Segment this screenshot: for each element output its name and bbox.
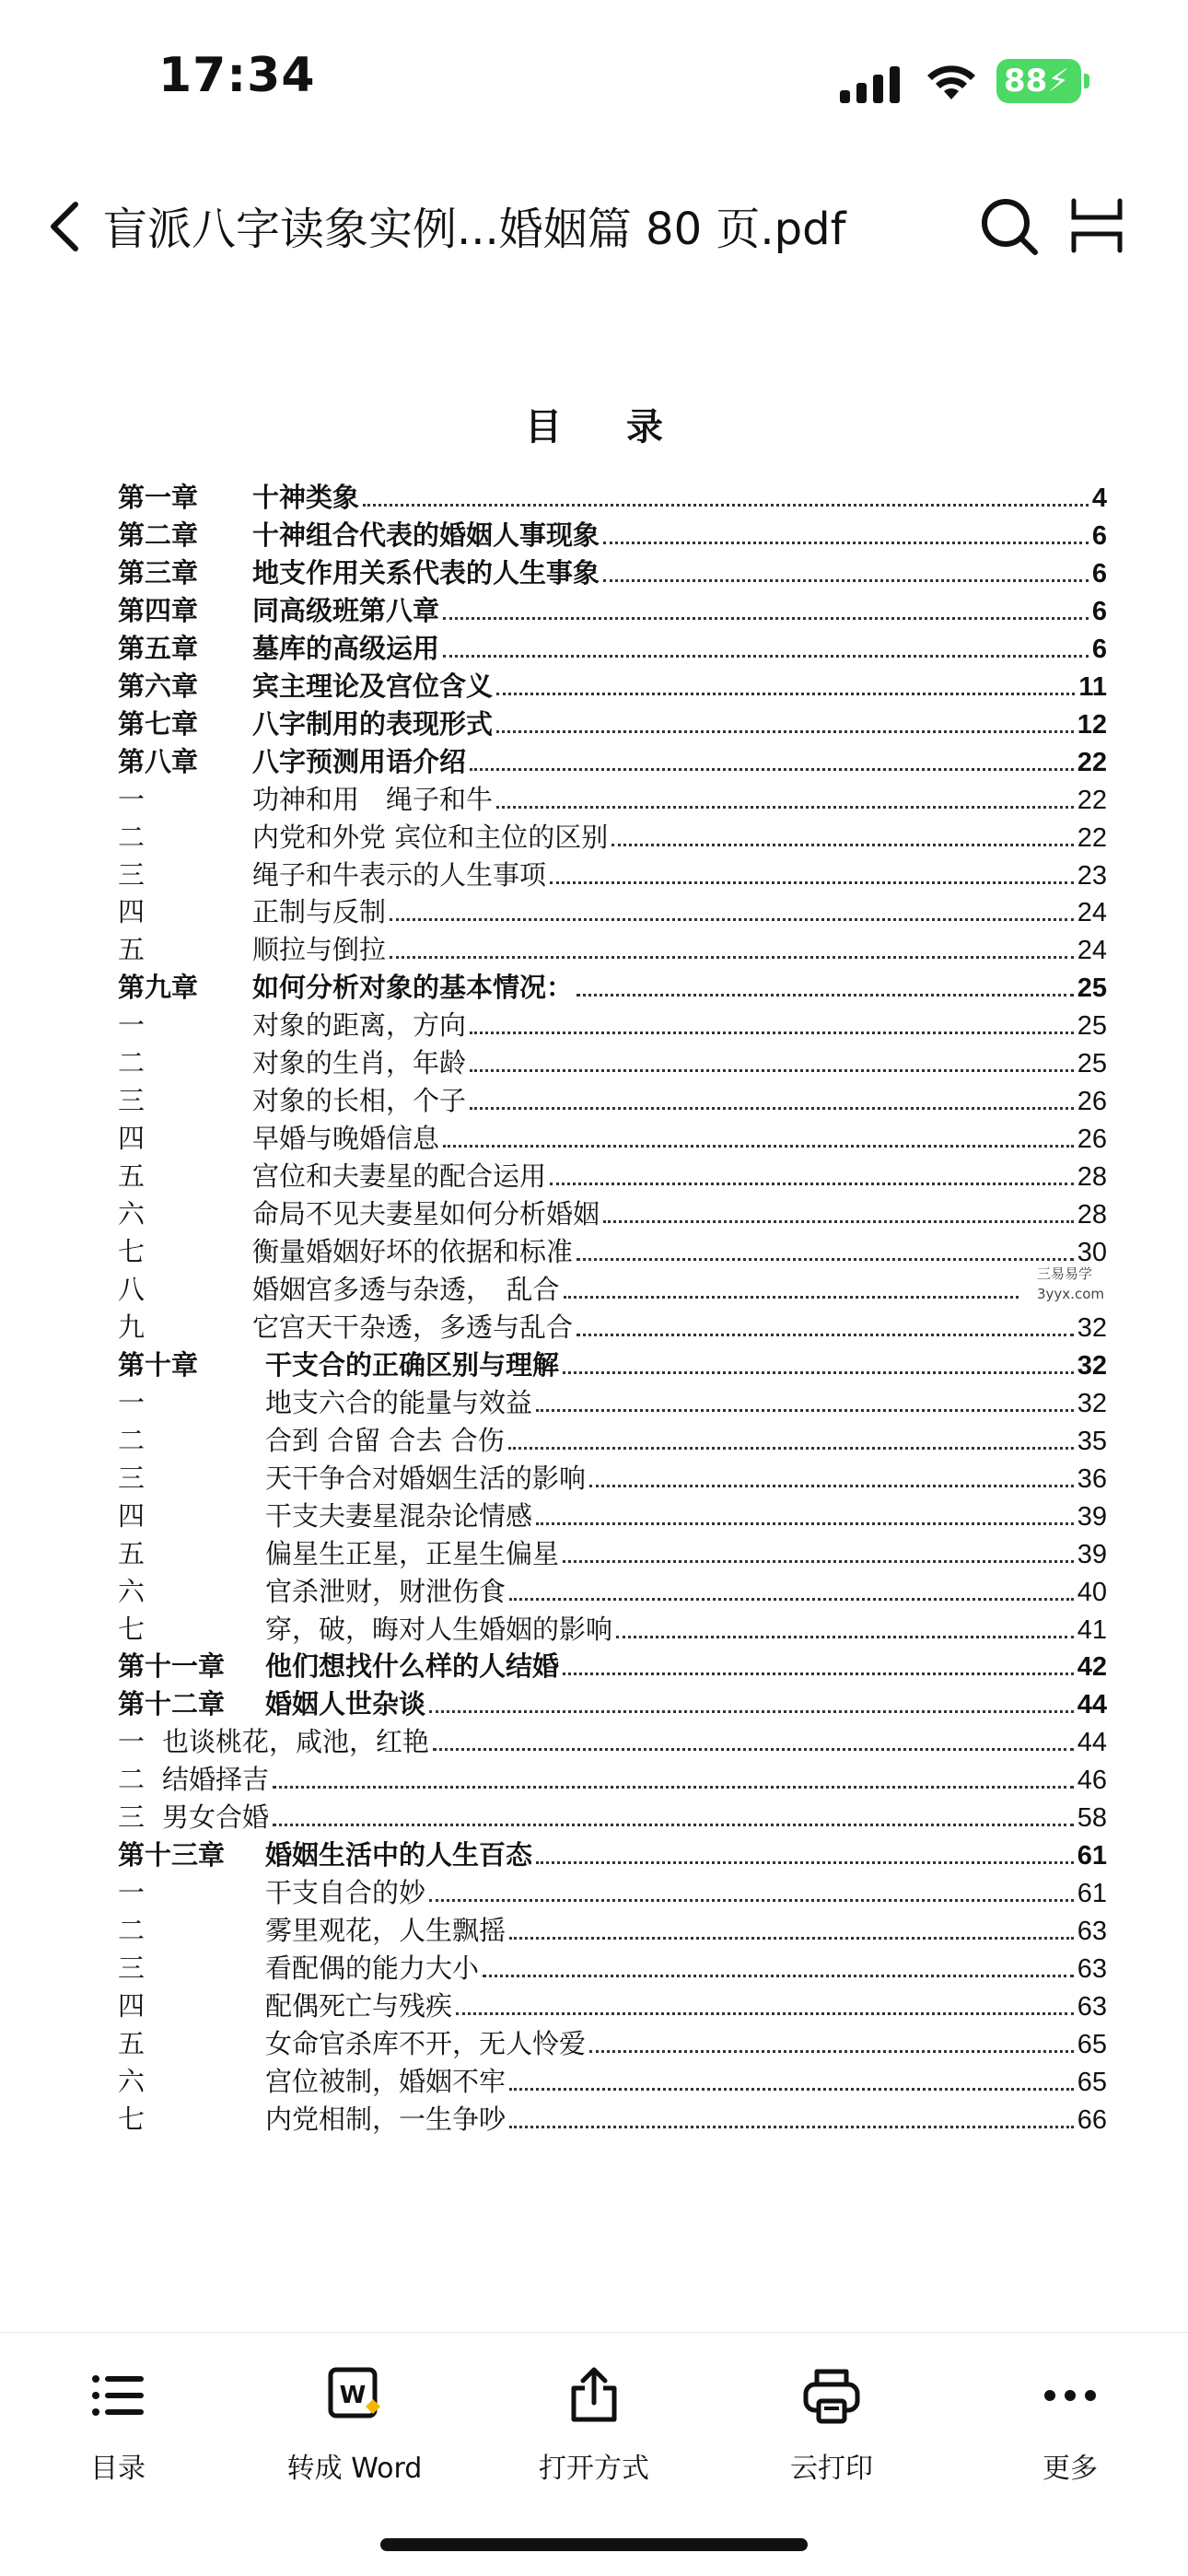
toc-entry-number: 九 xyxy=(118,1311,146,1343)
toc-entry[interactable] xyxy=(118,1685,1107,1722)
toc-entry-title: 对象的生肖，年龄 xyxy=(252,1047,467,1078)
home-indicator[interactable] xyxy=(380,2538,808,2551)
toc-entry-leader xyxy=(429,1899,1074,1902)
pdf-page[interactable] xyxy=(0,287,1188,2332)
toc-entry-number: 六 xyxy=(118,2066,146,2097)
toc-entry[interactable] xyxy=(118,2025,1107,2062)
toc-entry[interactable] xyxy=(118,1573,1107,1610)
toc-entry-title: 看配偶的能力大小 xyxy=(265,1952,480,1984)
toc-entry-title: 它宫天干杂透，多透与乱合 xyxy=(252,1311,574,1343)
toc-entry[interactable] xyxy=(118,1498,1107,1534)
nav-bar xyxy=(0,166,1188,288)
toc-button[interactable] xyxy=(26,2366,210,2486)
toc-entry-leader xyxy=(508,1447,1074,1450)
toc-entry-page: 28 xyxy=(1077,1162,1107,1192)
toc-entry-leader xyxy=(589,2050,1074,2053)
toc-entry-leader xyxy=(273,1786,1074,1789)
toc-entry-number: 第一章 xyxy=(118,482,199,513)
toc-entry-title: 干支夫妻星混杂论情感 xyxy=(265,1500,533,1532)
more-label: 更多 xyxy=(1042,2453,1098,2485)
toc-entry-title: 早婚与晚婚信息 xyxy=(252,1123,440,1154)
toc-entry-page: 61 xyxy=(1077,1879,1107,1908)
toc-entry-title: 合到 合留 合去 合伤 xyxy=(265,1425,505,1456)
toc-entry-title: 穿，破，晦对人生婚姻的影响 xyxy=(265,1614,613,1645)
toc-entry-page: 63 xyxy=(1077,1954,1107,1984)
toc-entry-leader xyxy=(509,1598,1074,1601)
toc-entry-page: 40 xyxy=(1077,1578,1107,1607)
toc-entry-title: 命局不见夫妻星如何分析婚姻 xyxy=(252,1198,600,1230)
toc-entry-number: 二 xyxy=(118,1915,146,1946)
toc-entry-leader xyxy=(483,1975,1074,1977)
toc-entry-page: 44 xyxy=(1077,1690,1107,1719)
battery-tip xyxy=(1084,74,1089,88)
toc-entry-title: 宫位被制，婚姻不牢 xyxy=(265,2066,507,2097)
toc-entry-number: 第七章 xyxy=(118,708,199,740)
toc-entry-number: 第十三章 xyxy=(118,1839,226,1871)
toc-entry[interactable] xyxy=(118,969,1107,1006)
battery-indicator xyxy=(996,59,1081,103)
toc-entry[interactable] xyxy=(118,668,1107,705)
toc-entry-number: 六 xyxy=(118,1198,146,1230)
word-icon xyxy=(325,2366,384,2425)
toc-entry-title: 八字制用的表现形式 xyxy=(252,708,494,740)
toc-entry[interactable] xyxy=(118,1535,1107,1572)
status-bar xyxy=(0,0,1188,166)
toc-entry-leader xyxy=(509,1937,1074,1940)
toc-entry-title: 女命官杀库不开，无人怜爱 xyxy=(265,2028,587,2059)
toc-entry-page: 39 xyxy=(1077,1502,1107,1532)
toc-entry-number: 五 xyxy=(118,1538,146,1569)
printer-icon xyxy=(802,2366,861,2425)
share-icon xyxy=(565,2366,623,2425)
toc-entry-number: 八 xyxy=(118,1274,146,1305)
toc-entry-page: 22 xyxy=(1077,786,1107,815)
toc-entry-page: 22 xyxy=(1077,748,1107,777)
toc-entry-leader xyxy=(363,504,1089,507)
toc-entry-number: 第十一章 xyxy=(118,1650,226,1682)
toc-entry-number: 七 xyxy=(118,1614,146,1645)
toc-entry-page: 26 xyxy=(1077,1087,1107,1116)
toc-entry-title: 十神组合代表的婚姻人事现象 xyxy=(252,519,600,551)
battery-level: 88 xyxy=(1004,63,1048,99)
toc-entry-title: 偏星生正星，正星生偏星 xyxy=(265,1538,560,1569)
toc-entry[interactable] xyxy=(118,1233,1107,1270)
toc-entry-page: 42 xyxy=(1077,1652,1107,1682)
toc-entry-number: 五 xyxy=(118,2028,146,2059)
toc-entry[interactable] xyxy=(118,1611,1107,1648)
toc-entry-title: 八字预测用语介绍 xyxy=(252,746,467,777)
toc-entry[interactable] xyxy=(118,1987,1107,2024)
toc-entry-title: 内党相制，一生争吵 xyxy=(265,2104,507,2135)
toc-entry-page: 24 xyxy=(1077,898,1107,927)
charging-bolt-icon: ⚡ xyxy=(1047,63,1070,99)
toc-entry-page: 26 xyxy=(1077,1125,1107,1154)
toc-entry-number: 三 xyxy=(118,1463,146,1494)
toc-entry-page: 24 xyxy=(1077,936,1107,965)
toc-entry-title: 宾主理论及宫位含义 xyxy=(252,670,494,702)
wifi-icon xyxy=(925,59,978,103)
toc-entry[interactable] xyxy=(118,592,1107,629)
toc-entry-title: 婚姻宫多透与杂透， 乱合 xyxy=(252,1274,560,1305)
toc-entry-leader xyxy=(273,1824,1074,1826)
svg-text:W: W xyxy=(339,2382,367,2409)
toc-entry-page: 61 xyxy=(1077,1841,1107,1871)
toc-entry-title: 天干争合对婚姻生活的影响 xyxy=(265,1463,587,1494)
toc-entry-title: 雾里观花，人生飘摇 xyxy=(265,1915,507,1946)
toc-entry-page: 30 xyxy=(1077,1238,1107,1267)
toc-entry-leader xyxy=(443,655,1089,658)
toc-entry-title: 干支自合的妙 xyxy=(265,1877,426,1908)
toc-entry-leader xyxy=(564,1296,1019,1299)
toc-entry[interactable] xyxy=(118,1195,1107,1232)
toc-entry[interactable] xyxy=(118,1874,1107,1911)
toc-entry[interactable] xyxy=(118,893,1107,930)
toc-entry[interactable] xyxy=(118,1309,1107,1346)
toc-entry[interactable] xyxy=(118,1044,1107,1081)
toc-entry-number: 五 xyxy=(118,1160,146,1192)
more-icon xyxy=(1041,2366,1100,2425)
toc-entry-leader xyxy=(470,1107,1074,1110)
toc-entry-leader xyxy=(611,844,1074,846)
convert-word-label: 转成 Word xyxy=(286,2453,423,2485)
toc-entry-number: 七 xyxy=(118,2104,146,2135)
toc-entry-number: 二 xyxy=(118,1047,146,1078)
toc-entry-page: 63 xyxy=(1077,1992,1107,2022)
toc-entry-number: 第三章 xyxy=(118,557,199,589)
toc-entry[interactable] xyxy=(118,1384,1107,1421)
toc-entry[interactable] xyxy=(118,1723,1107,1760)
toc-entry[interactable] xyxy=(118,781,1107,818)
toc-entry-page: 6 xyxy=(1091,521,1107,551)
toc-entry-number: 三 xyxy=(118,1952,146,1984)
toc-entry-number: 二 xyxy=(118,822,146,853)
toc-entry[interactable] xyxy=(118,1460,1107,1497)
toc-entry-title: 配偶死亡与残疾 xyxy=(265,1990,453,2022)
toc-entry-number: 三 xyxy=(118,1801,146,1833)
toc-entry-page: 36 xyxy=(1077,1464,1107,1494)
toc-entry-leader xyxy=(470,1032,1074,1034)
toc-entry[interactable] xyxy=(118,1761,1107,1798)
toc-entry-title: 墓库的高级运用 xyxy=(252,633,440,664)
toc-entry-title: 顺拉与倒拉 xyxy=(252,934,387,965)
toc-entry-title: 对象的长相，个子 xyxy=(252,1085,467,1116)
toc-entry[interactable] xyxy=(118,479,1107,516)
toc-entry-title: 同高级班第八章 xyxy=(252,595,440,626)
toc-entry[interactable] xyxy=(118,554,1107,591)
toc-entry-number: 四 xyxy=(118,1500,146,1532)
toc-entry-title: 也谈桃花，咸池，红艳 xyxy=(162,1726,430,1757)
toc-entry-number: 第十二章 xyxy=(118,1688,226,1719)
toc-entry-number: 二 xyxy=(118,1764,146,1795)
toc-entry-title: 衡量婚姻好坏的依据和标准 xyxy=(252,1236,574,1267)
toc-entry-page: 25 xyxy=(1077,973,1107,1003)
toc-entry-page: 63 xyxy=(1077,1917,1107,1946)
toc-entry-page: 41 xyxy=(1077,1615,1107,1645)
toc-entry[interactable] xyxy=(118,1799,1107,1836)
toc-entry-number: 三 xyxy=(118,1085,146,1116)
toc-entry-leader xyxy=(550,1183,1074,1185)
watermark-line: 3yyx.com xyxy=(1037,1286,1104,1302)
toc-entry[interactable] xyxy=(118,1912,1107,1949)
open-with-button[interactable] xyxy=(502,2366,686,2486)
toc-entry-title: 对象的距离，方向 xyxy=(252,1009,467,1041)
toc-entry-number: 第四章 xyxy=(118,595,199,626)
toc-entry-page: 65 xyxy=(1077,2030,1107,2059)
toc-entry-leader xyxy=(470,768,1074,771)
toc-entry-title: 地支作用关系代表的人生事象 xyxy=(252,557,600,589)
toc-entry-leader xyxy=(443,1145,1074,1148)
toc-entry-page: 58 xyxy=(1077,1803,1107,1833)
toc-entry-page: 66 xyxy=(1077,2105,1107,2135)
toc-entry-leader xyxy=(433,1748,1074,1751)
toc-entry-leader xyxy=(496,693,1075,695)
document-title: 盲派八字读象实例...婚姻篇 80 页.pdf xyxy=(103,204,846,255)
toc-entry[interactable] xyxy=(118,1346,1107,1383)
search-icon[interactable] xyxy=(978,195,1039,256)
toc-entry-title: 如何分析对象的基本情况： xyxy=(252,972,574,1003)
toc-entry-leader xyxy=(603,542,1089,544)
toc-entry-leader xyxy=(589,1485,1074,1487)
toc-entry-page: 28 xyxy=(1077,1200,1107,1230)
toc-entry[interactable] xyxy=(118,1007,1107,1043)
toc-entry-page: 39 xyxy=(1077,1540,1107,1569)
toc-entry-page: 35 xyxy=(1077,1427,1107,1456)
cloud-print-label: 云打印 xyxy=(790,2453,873,2485)
convert-word-button[interactable] xyxy=(262,2366,447,2486)
toc-entry[interactable] xyxy=(118,1082,1107,1119)
toc-entry-title: 干支合的正确区别与理解 xyxy=(265,1349,560,1381)
toc-entry-number: 一 xyxy=(118,1009,146,1041)
toc-entry[interactable] xyxy=(118,630,1107,667)
toc-entry[interactable] xyxy=(118,705,1107,742)
toc-entry-leader xyxy=(550,881,1074,884)
toc-entry-number: 一 xyxy=(118,1726,146,1757)
toc-entry[interactable] xyxy=(118,2101,1107,2138)
toc-entry-title: 绳子和牛表示的人生事项 xyxy=(252,859,547,891)
toc-entry-leader xyxy=(509,2126,1074,2128)
toc-entry-leader xyxy=(563,1560,1074,1563)
toc-entry-page: 32 xyxy=(1077,1351,1107,1381)
toc-entry-number: 四 xyxy=(118,896,146,927)
toc-entry-leader xyxy=(509,2088,1074,2091)
toc-entry-number: 三 xyxy=(118,859,146,891)
toc-entry[interactable] xyxy=(118,1836,1107,1873)
toc-entry-page: 11 xyxy=(1078,672,1107,702)
toc-entry-leader xyxy=(577,1258,1074,1261)
toc-entry-number: 七 xyxy=(118,1236,146,1267)
toc-entry-number: 第二章 xyxy=(118,519,199,551)
toc-entry-page: 6 xyxy=(1091,635,1107,664)
toc-entry-number: 二 xyxy=(118,1425,146,1456)
toc-entry-number: 五 xyxy=(118,934,146,965)
toc-button-label: 目录 xyxy=(90,2453,146,2485)
toc-entry-leader xyxy=(496,806,1074,809)
toc-entry-leader xyxy=(456,2012,1074,2015)
toc-entry-leader xyxy=(563,1673,1074,1675)
toc-entry-number: 一 xyxy=(118,1877,146,1908)
toc-entry[interactable] xyxy=(118,743,1107,780)
toc-entry-page: 4 xyxy=(1091,484,1107,513)
toc-entry-leader xyxy=(496,730,1074,733)
watermark-line: 三易易学 xyxy=(1037,1265,1093,1282)
toc-entry-leader xyxy=(536,1409,1074,1412)
toc-entry-leader xyxy=(390,918,1074,921)
toc-entry-page: 12 xyxy=(1077,710,1107,740)
toc-entry[interactable] xyxy=(118,931,1107,968)
toc-entry-title: 正制与反制 xyxy=(252,896,387,927)
toc-entry-title: 内党和外党 宾位和主位的区别 xyxy=(252,822,609,853)
toc-entry-leader xyxy=(616,1636,1074,1638)
cloud-print-button[interactable] xyxy=(740,2366,924,2486)
toc-entry-leader xyxy=(577,994,1074,997)
toc-entry-leader xyxy=(443,617,1089,620)
toc-entry[interactable] xyxy=(118,1158,1107,1195)
toc-entry-page: 25 xyxy=(1077,1011,1107,1041)
toc-entry-leader xyxy=(536,1861,1074,1864)
toc-entry-title: 婚姻生活中的人生百态 xyxy=(265,1839,533,1871)
toc-entry-page: 46 xyxy=(1077,1766,1107,1795)
cellular-signal-icon xyxy=(840,66,904,103)
toc-entry[interactable] xyxy=(118,1271,1107,1308)
toc-entry-page: 44 xyxy=(1077,1728,1107,1757)
toc-entry-page: 6 xyxy=(1091,597,1107,626)
toc-entry-title: 功神和用 绳子和牛 xyxy=(252,784,494,815)
toc-entry-page: 22 xyxy=(1077,823,1107,853)
open-with-label: 打开方式 xyxy=(539,2453,649,2485)
toc-entry[interactable] xyxy=(118,1648,1107,1684)
toc-entry-leader xyxy=(603,579,1089,582)
toc-entry-number: 第六章 xyxy=(118,670,199,702)
toc-entry-leader xyxy=(390,956,1074,959)
toc-entry-title: 地支六合的能量与效益 xyxy=(265,1387,533,1418)
toc-entry-page: 65 xyxy=(1077,2068,1107,2097)
watermark xyxy=(1037,1264,1104,1304)
toc-entry-leader xyxy=(470,1069,1074,1072)
toc-entry-title: 官杀泄财，财泄伤食 xyxy=(265,1576,507,1607)
toc-entry[interactable] xyxy=(118,1950,1107,1987)
toc-entry-leader xyxy=(563,1371,1074,1374)
toc-entry-title: 婚姻人世杂谈 xyxy=(265,1688,426,1719)
more-button[interactable] xyxy=(978,2366,1162,2486)
toc-entry-page: 6 xyxy=(1091,559,1107,589)
toc-entry-number: 第八章 xyxy=(118,746,199,777)
toc-entry-number: 一 xyxy=(118,784,146,815)
back-chevron-icon[interactable] xyxy=(44,199,85,254)
toc-entry-title: 他们想找什么样的人结婚 xyxy=(265,1650,560,1682)
toc-entry-leader xyxy=(429,1710,1074,1713)
toc-entry-number: 第五章 xyxy=(118,633,199,664)
toc-entry-title: 结婚择吉 xyxy=(162,1764,270,1795)
toc-entry-number: 一 xyxy=(118,1387,146,1418)
list-icon xyxy=(88,2366,147,2425)
toc-entry-number: 第十章 xyxy=(118,1349,199,1381)
view-options-icon[interactable] xyxy=(1068,197,1125,254)
toc-entry-leader xyxy=(536,1522,1074,1525)
toc-entry-leader xyxy=(577,1334,1074,1336)
toc-entry[interactable] xyxy=(118,1422,1107,1459)
toc-entry[interactable] xyxy=(118,517,1107,554)
toc-entry[interactable] xyxy=(118,857,1107,893)
toc-entry-title: 男女合婚 xyxy=(162,1801,270,1833)
toc-entry-page: 32 xyxy=(1077,1389,1107,1418)
toc-entry[interactable] xyxy=(118,1120,1107,1157)
toc-entry-page: 32 xyxy=(1077,1313,1107,1343)
status-time: 17:34 xyxy=(158,48,316,103)
toc-heading: 目录 xyxy=(525,405,728,449)
toc-entry[interactable] xyxy=(118,2063,1107,2100)
toc-entry-number: 四 xyxy=(118,1990,146,2022)
toc-entry[interactable] xyxy=(118,819,1107,856)
toc-entry-page: 25 xyxy=(1077,1049,1107,1078)
toc-entry-title: 十神类象 xyxy=(252,482,360,513)
toc-entry-number: 第九章 xyxy=(118,972,199,1003)
toc-entry-number: 六 xyxy=(118,1576,146,1607)
toc-entry-page: 23 xyxy=(1077,861,1107,891)
toc-entry-leader xyxy=(603,1220,1074,1223)
toc-entry-number: 四 xyxy=(118,1123,146,1154)
toc-entry-title: 宫位和夫妻星的配合运用 xyxy=(252,1160,547,1192)
